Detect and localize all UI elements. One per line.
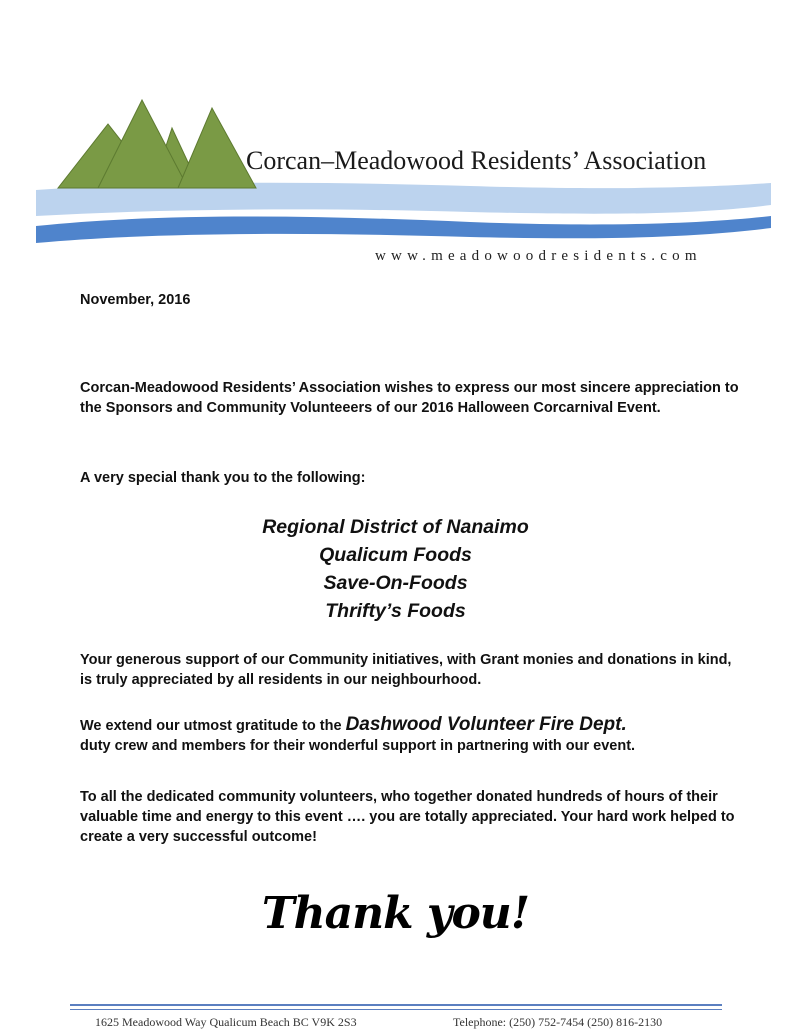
- mountains-waves-logo: [0, 0, 791, 250]
- gratitude-paragraph: [80, 715, 740, 756]
- footer-rule-top: [70, 1004, 722, 1006]
- org-name: Corcan–Meadowood Residents’ Association: [246, 146, 707, 175]
- footer-phone: Telephone: (250) 752-7454 (250) 816-2130: [453, 1015, 663, 1029]
- intro-paragraph: Corcan-Meadowood Residents’ Association wishes to express our most sincere appreciation to the Sponsors and Community Volunteeers of our 2016 Halloween Corcarnival Event.: [80, 380, 739, 416]
- sponsor-item: Thrifty’s Foods: [325, 600, 466, 622]
- support-paragraph: Your generous support of our Community initiatives, with Grant monies and donations in kind, is truly appreciated by all residents in our neighbourhood.: [80, 652, 732, 688]
- footer-rule-bottom: [70, 1009, 722, 1010]
- gratitude-prefix: We extend our utmost gratitude to the: [80, 718, 342, 734]
- gratitude-suffix: duty crew and members for their wonderful support in partnering with our event.: [80, 738, 636, 754]
- footer-divider: [70, 1004, 722, 1012]
- website: www.meadowoodresidents.com: [375, 248, 702, 264]
- thank-you-closing: Thank you!: [261, 888, 530, 939]
- sponsor-item: Qualicum Foods: [319, 544, 472, 566]
- volunteers-paragraph: To all the dedicated community volunteers, who together donated hundreds of hours of their valuable time and energy to this event …. you are totally appreciated. Your hard work helped to create a very successful outcome!: [80, 789, 735, 845]
- mountain-4: [178, 108, 256, 188]
- special-thanks: A very special thank you to the following:: [80, 470, 366, 486]
- sponsor-list: [0, 513, 791, 625]
- sponsor-item: Regional District of Nanaimo: [262, 516, 529, 538]
- fire-dept-name: Dashwood Volunteer Fire Dept.: [345, 714, 627, 735]
- sponsor-item: Save-On-Foods: [323, 572, 468, 594]
- letter-date: November, 2016: [80, 292, 191, 308]
- dark-wave: [36, 216, 771, 243]
- footer-address: 1625 Meadowood Way Qualicum Beach BC V9K 2S3: [95, 1015, 357, 1029]
- letterhead: [0, 0, 791, 275]
